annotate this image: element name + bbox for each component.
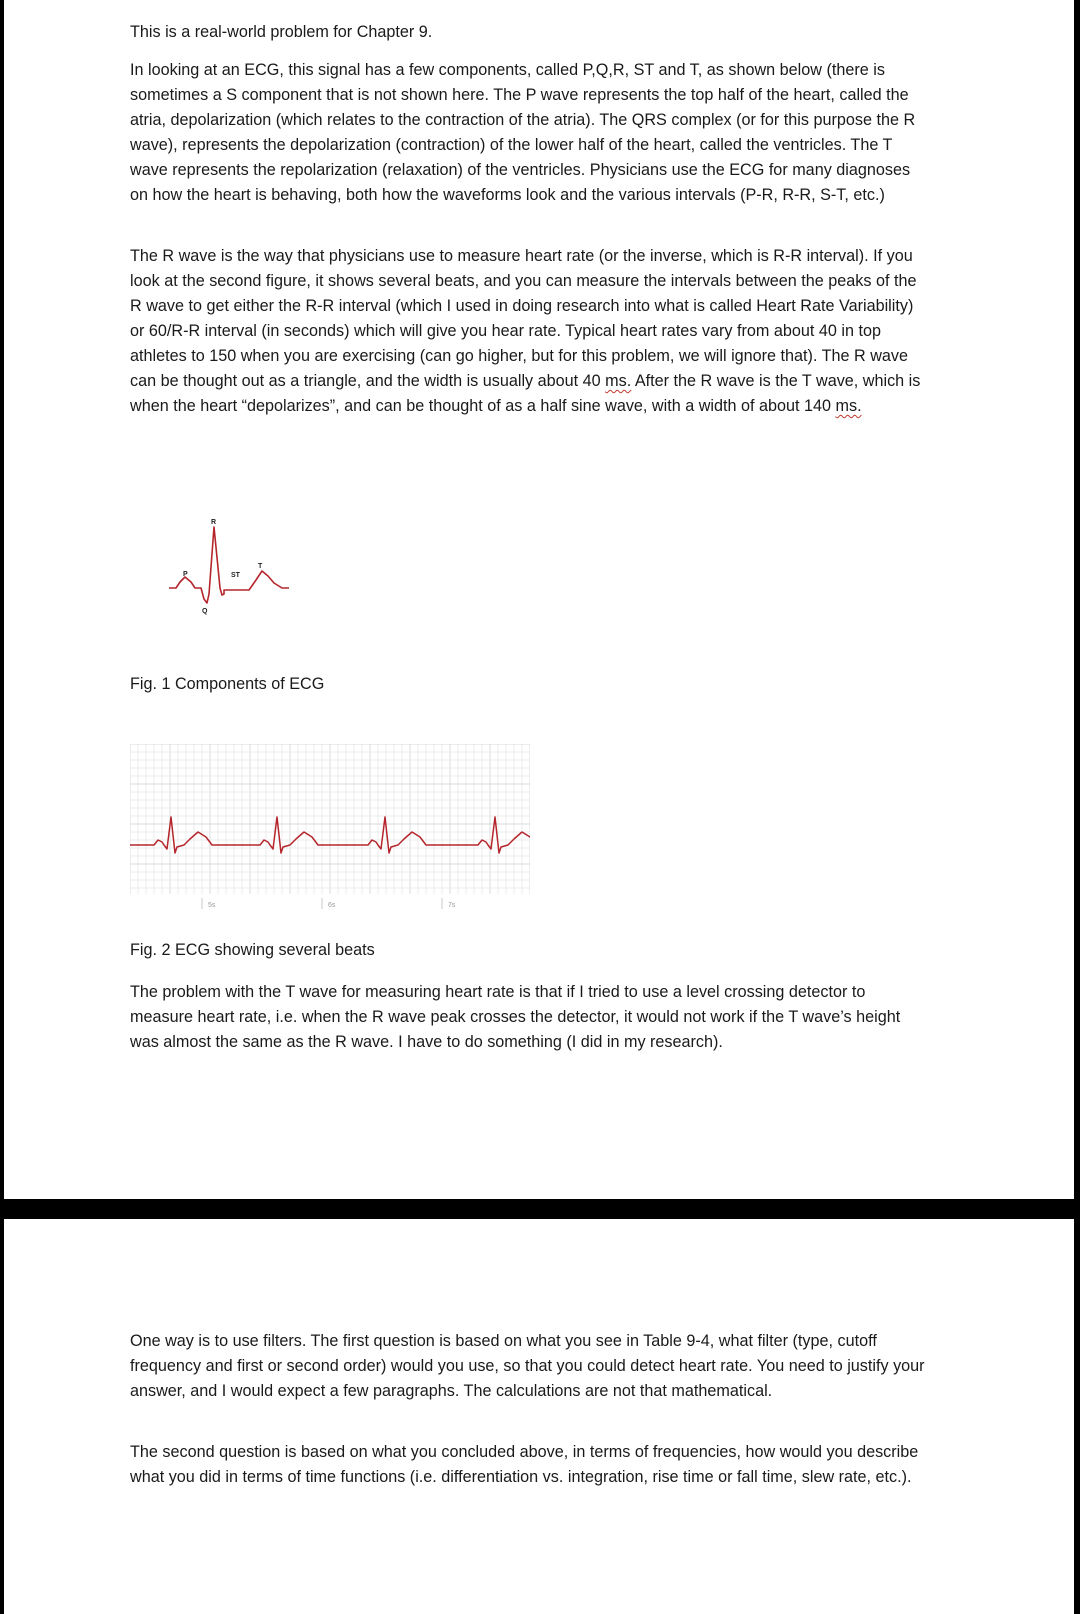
ecg-grid (130, 744, 530, 894)
paragraph-r-wave-text-1: The R wave is the way that physicians use to measure heart rate (or the inverse, which is R-R interval). If you look at the second figure, it shows several beats, and you can measure the intervals between the peaks of the R wave to get either the R-R interval (which I used in doing research into what is called Heart Rate Variability) or 60/R-R interval (in seconds) which will give you hear rate. Typical heart rates vary from about 40 in top athletes to 150 when you are exercising (can go higher, but for this problem, we will ignore that). The R wave can be thought out as a triangle, and the width is usually about 40 (130, 247, 917, 390)
ecg-single-beat-trace (169, 527, 289, 603)
paragraph-question-1: One way is to use filters. The first question is based on what you see in Table 9-4, what filter (type, cutoff frequency and first or second order) would you use, so that you could detect heart rate. You need to justify your answer, and I would expect a few paragraphs. The calculations are not that mathematical. (130, 1332, 925, 1400)
spellcheck-ms-1: ms. (605, 372, 632, 390)
fig2-caption: Fig. 2 ECG showing several beats (130, 941, 375, 959)
label-q: Q (202, 608, 208, 615)
fig1-caption: Fig. 1 Components of ECG (130, 675, 325, 693)
intro-line: This is a real-world problem for Chapter 9. (130, 23, 433, 41)
time-tick-7s: 7s (448, 902, 456, 909)
time-tick-6s: 6s (328, 902, 336, 909)
ecg-multi-beat-figure (130, 744, 530, 916)
ecg-components-figure (164, 515, 304, 620)
paragraph-t-wave-problem: The problem with the T wave for measuring heart rate is that if I tried to use a level crossing detector to measure heart rate, i.e. when the R wave peak crosses the detector, it would not work if the T wave’s height was almost the same as the R wave. I have to do something (I did in my research). (130, 983, 901, 1051)
label-t: T (258, 563, 263, 570)
label-st: ST (231, 572, 240, 579)
page-1 (4, 0, 1074, 1199)
time-tick-5s: 5s (208, 902, 216, 909)
paragraph-question-2: The second question is based on what you concluded above, in terms of frequencies, how would you describe what you did in terms of time functions (i.e. differentiation vs. integration, rise time or fall time, slew rate, etc.). (130, 1443, 919, 1486)
page-2 (4, 1219, 1074, 1614)
paragraph-components: In looking at an ECG, this signal has a few components, called P,Q,R, ST and T, as shown below (there is sometimes a S component that is not shown here. The P wave represents the top half of the heart, called the atria, depolarization (which relates to the contraction of the atria). The QRS complex (or for this purpose the R wave), represents the depolarization (contraction) of the lower half of the heart, called the ventricles. The T wave represents the repolarization (relaxation) of the ventricles. Physicians use the ECG for many diagnoses on how the heart is behaving, both how the waveforms look and the various intervals (P-R, R-R, S-T, etc.) (130, 61, 916, 204)
label-r: R (211, 519, 217, 526)
paragraph-r-wave-text-2: After the R wave is the T wave, which is when the heart “depolarizes”, and can be thought of as a half sine wave, with a width of about 140 (130, 372, 921, 415)
spellcheck-ms-2: ms. (835, 397, 862, 415)
label-p: P (183, 571, 188, 578)
paragraph-r-wave (130, 244, 930, 419)
